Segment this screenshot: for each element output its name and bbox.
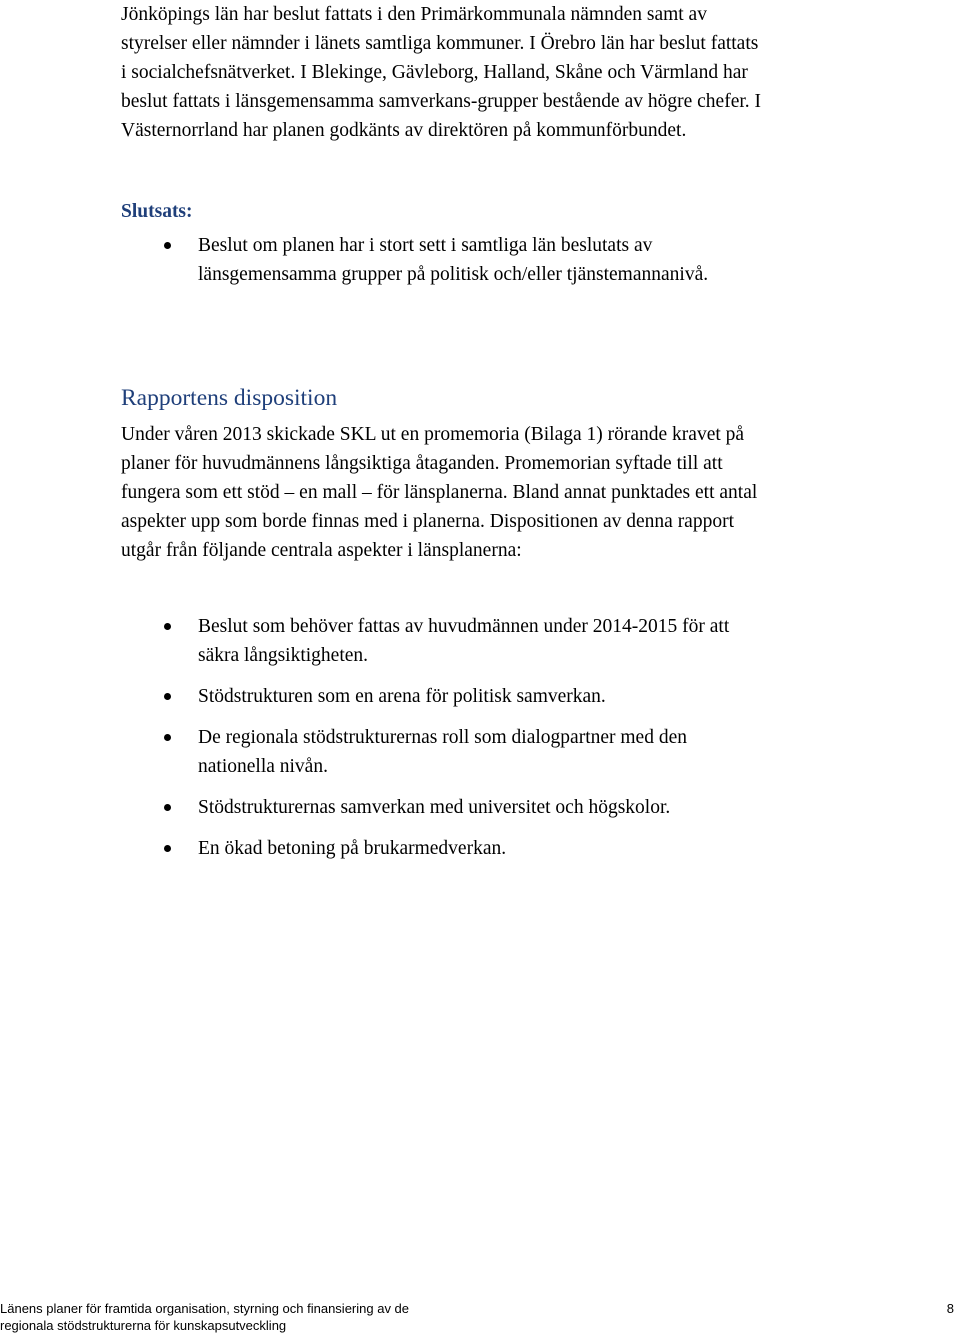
disposition-bullet-text: De regionala stödstrukturernas roll som dialogpartner med den nationella nivån. [198,727,687,777]
section-heading: Rapportens disposition [121,385,338,411]
page-number: 8 [946,1301,954,1316]
disposition-bullet-text: Beslut som behöver fattas av huvudmännen under 2014-2015 för att säkra långsiktigheten. [198,616,730,666]
bullet-icon [164,693,171,700]
bullet-icon [164,734,171,741]
disposition-bullet-item [198,682,768,711]
disposition-bullet-item [198,793,768,822]
disposition-paragraph: Under våren 2013 skickade SKL ut en promemoria (Bilaga 1) rörande kravet på planer för huvudmännens långsiktiga åtaganden. Promemorian syftade till att fungera som ett stöd – en mall – för länsplanerna. Bland annat punktades ett antal aspekter upp som borde finnas med i planerna. Dispositionen av denna rapport utgår från följande centrala aspekter i länsplanerna: [121,424,758,561]
bullet-icon [164,242,171,249]
disposition-bullet-item [198,834,768,863]
conclusion-bullet-text: Beslut om planen har i stort sett i samtliga län beslutats av länsgemensamma grupper på politisk och/eller tjänstemannanivå. [198,235,709,285]
footer-title: Länens planer för framtida organisation, styrning och finansiering av de regionala stödstrukturerna för kunskapsutveckling [0,1301,410,1333]
disposition-bullet-text: Stödstrukturen som en arena för politisk samverkan. [198,686,606,707]
disposition-bullet-item [198,723,768,781]
disposition-bullet-item [198,612,768,670]
bullet-icon [164,845,171,852]
bullet-icon [164,623,171,630]
intro-paragraph: Jönköpings län har beslut fattats i den Primärkommunala nämnden samt av styrelser eller nämnder i länets samtliga kommuner. I Örebro län har beslut fattats i socialchefsnätverket. I Blekinge, Gävleborg, Halland, Skåne och Värmland har beslut fattats i länsgemensamma samverkans-grupper bestående av högre chefer. I Västernorrland har planen godkänts av direktören på kommunförbundet. [121,4,762,141]
disposition-bullet-text: Stödstrukturernas samverkan med universitet och högskolor. [198,797,671,818]
conclusion-bullet-item [198,231,768,289]
bullet-icon [164,804,171,811]
conclusion-label: Slutsats: [121,201,193,222]
disposition-bullet-text: En ökad betoning på brukarmedverkan. [198,838,507,859]
